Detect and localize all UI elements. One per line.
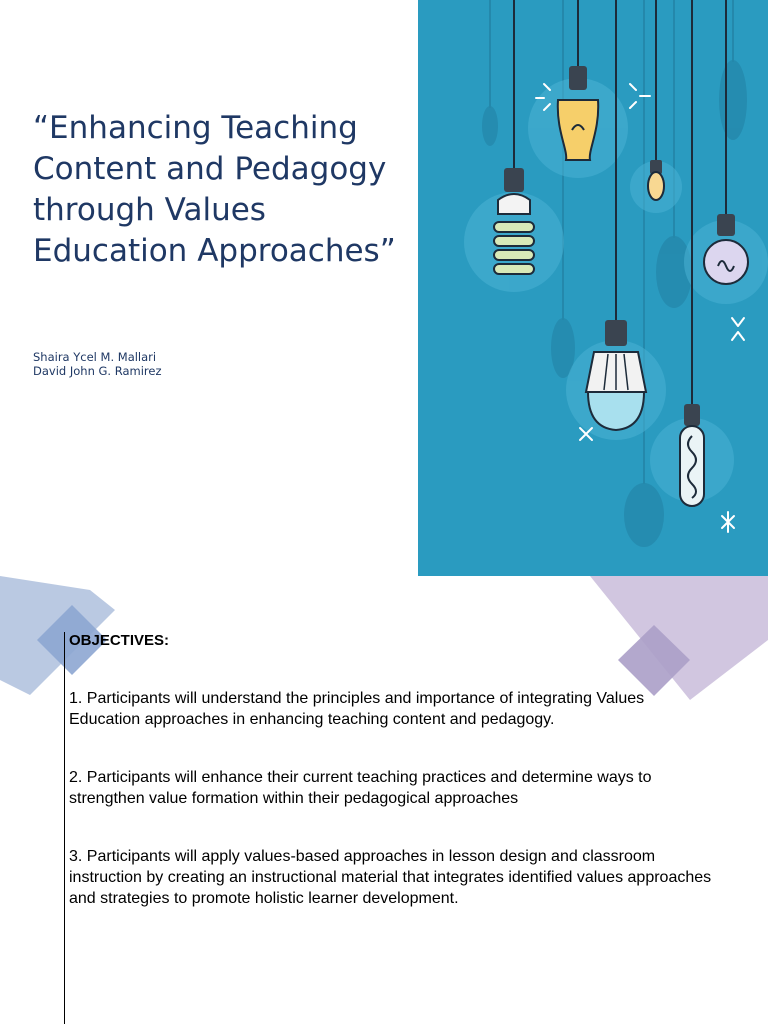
- vertical-rule: [64, 632, 65, 1024]
- author-name: David John G. Ramirez: [33, 364, 162, 378]
- lightbulbs-illustration: [418, 0, 768, 576]
- author-name: Shaira Ycel M. Mallari: [33, 350, 157, 364]
- objective-item: 2. Participants will enhance their current teaching practices and determine ways to strengthen value formation within their pedagogical approaches: [69, 769, 652, 807]
- objective-item: 1. Participants will understand the principles and importance of integrating Values Education approaches in enhancing teaching content and pedagogy.: [69, 690, 645, 728]
- objectives-section: [69, 630, 719, 946]
- objectives-heading: OBJECTIVES:: [69, 632, 170, 649]
- objective-item: 3. Participants will apply values-based approaches in lesson design and classroom instruction by creating an instructional material that integrates identified values approaches and strategies to promote holistic learner development.: [69, 848, 712, 907]
- author-list: [33, 350, 162, 378]
- document-title: “Enhancing Teaching Content and Pedagogy through Values Education Approaches”: [33, 110, 396, 269]
